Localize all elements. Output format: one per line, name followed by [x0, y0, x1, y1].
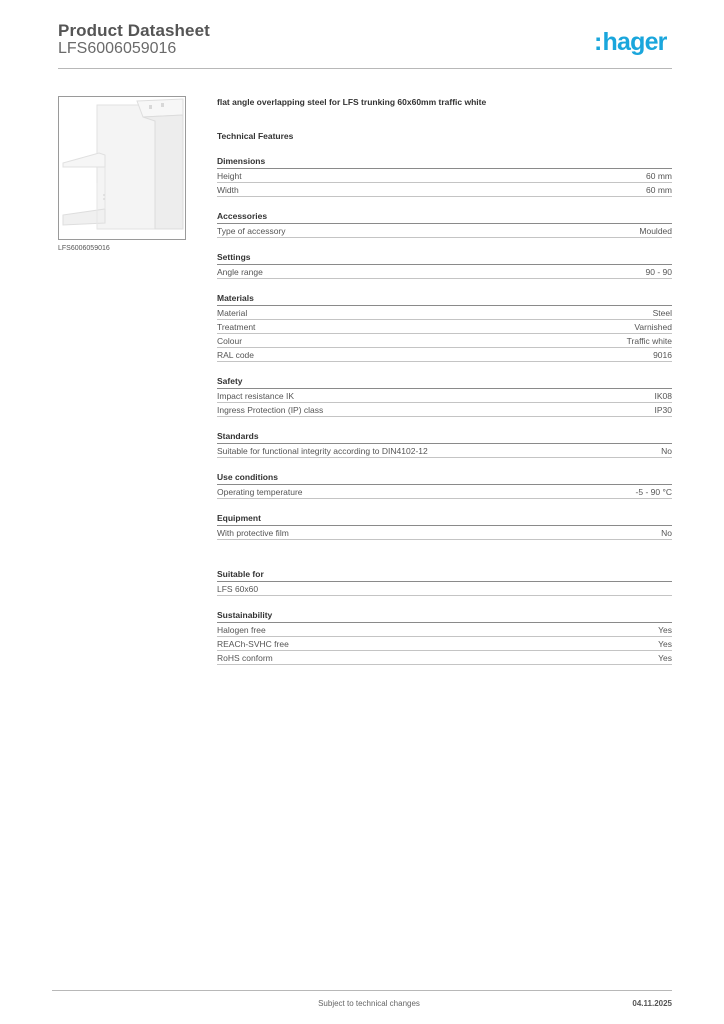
feature-value: Varnished: [634, 322, 672, 332]
feature-row: [217, 637, 672, 651]
section-title: Standards: [217, 430, 672, 444]
section-use-conditions: [217, 471, 672, 499]
feature-value: 60 mm: [646, 171, 672, 181]
feature-row: [217, 389, 672, 403]
section-title: Dimensions: [217, 155, 672, 169]
feature-row: [217, 265, 672, 279]
section-suitable-for: [217, 568, 672, 596]
feature-label: Treatment: [217, 322, 256, 332]
section-title: Settings: [217, 251, 672, 265]
feature-row: [217, 320, 672, 334]
feature-value: 9016: [653, 350, 672, 360]
section-safety: [217, 375, 672, 417]
feature-row: [217, 403, 672, 417]
section-title: Sustainability: [217, 609, 672, 623]
section-dimensions: [217, 155, 672, 197]
section-settings: [217, 251, 672, 279]
feature-row: [217, 582, 672, 596]
feature-value: Yes: [658, 639, 672, 649]
feature-row: [217, 444, 672, 458]
technical-content: [217, 96, 672, 665]
section-title: Materials: [217, 292, 672, 306]
feature-row: [217, 224, 672, 238]
section-sustainability: [217, 609, 672, 665]
footer-date: 04.11.2025: [632, 999, 672, 1008]
section-title: Safety: [217, 375, 672, 389]
feature-value: 90 - 90: [645, 267, 672, 277]
feature-row: [217, 169, 672, 183]
section-standards: [217, 430, 672, 458]
feature-value: Traffic white: [626, 336, 672, 346]
feature-label: Height: [217, 171, 242, 181]
feature-value: No: [661, 446, 672, 456]
feature-label: Suitable for functional integrity according to DIN4102-12: [217, 446, 428, 456]
section-materials: [217, 292, 672, 362]
feature-label: Material: [217, 308, 248, 318]
feature-label: Width: [217, 185, 239, 195]
section-title: Accessories: [217, 210, 672, 224]
section-title: Suitable for: [217, 568, 672, 582]
page-title: Product Datasheet: [58, 21, 210, 40]
feature-label: Ingress Protection (IP) class: [217, 405, 324, 415]
image-caption: LFS6006059016: [58, 245, 110, 252]
header-divider: [58, 68, 672, 69]
feature-label: REACh-SVHC free: [217, 639, 289, 649]
product-image: [58, 96, 186, 240]
feature-value: -5 - 90 °C: [635, 487, 672, 497]
feature-value: IP30: [654, 405, 672, 415]
feature-value: IK08: [654, 391, 672, 401]
section-title: Use conditions: [217, 471, 672, 485]
feature-value: Moulded: [639, 226, 672, 236]
footer-note: Subject to technical changes: [318, 999, 420, 1008]
footer-divider: [52, 990, 672, 991]
section-accessories: [217, 210, 672, 238]
feature-value: No: [661, 528, 672, 538]
feature-sections: [217, 155, 672, 665]
feature-label: RoHS conform: [217, 653, 273, 663]
feature-value: 60 mm: [646, 185, 672, 195]
section-equipment: [217, 512, 672, 540]
feature-value: Steel: [652, 308, 672, 318]
feature-label: Halogen free: [217, 625, 266, 635]
logo-text: hager: [602, 28, 667, 56]
product-description: flat angle overlapping steel for LFS trunking 60x60mm traffic white: [217, 97, 487, 107]
feature-row: [217, 485, 672, 499]
feature-label: With protective film: [217, 528, 289, 538]
trunking-angle-illustration-icon: [59, 97, 185, 239]
feature-label: Angle range: [217, 267, 263, 277]
technical-features-title: Technical Features: [217, 131, 294, 141]
section-title: Equipment: [217, 512, 672, 526]
feature-label: Impact resistance IK: [217, 391, 295, 401]
feature-value: Yes: [658, 625, 672, 635]
hager-logo[interactable]: [594, 30, 667, 55]
feature-label: LFS 60x60: [217, 584, 259, 594]
feature-row: [217, 334, 672, 348]
feature-label: Operating temperature: [217, 487, 303, 497]
feature-label: RAL code: [217, 350, 255, 360]
feature-label: Colour: [217, 336, 243, 346]
feature-row: [217, 306, 672, 320]
feature-row: [217, 651, 672, 665]
feature-row: [217, 348, 672, 362]
product-reference: LFS6006059016: [58, 40, 177, 57]
feature-row: [217, 183, 672, 197]
logo-dots-icon: :: [594, 28, 602, 56]
feature-value: Yes: [658, 653, 672, 663]
feature-row: [217, 623, 672, 637]
feature-row: [217, 526, 672, 540]
feature-label: Type of accessory: [217, 226, 286, 236]
